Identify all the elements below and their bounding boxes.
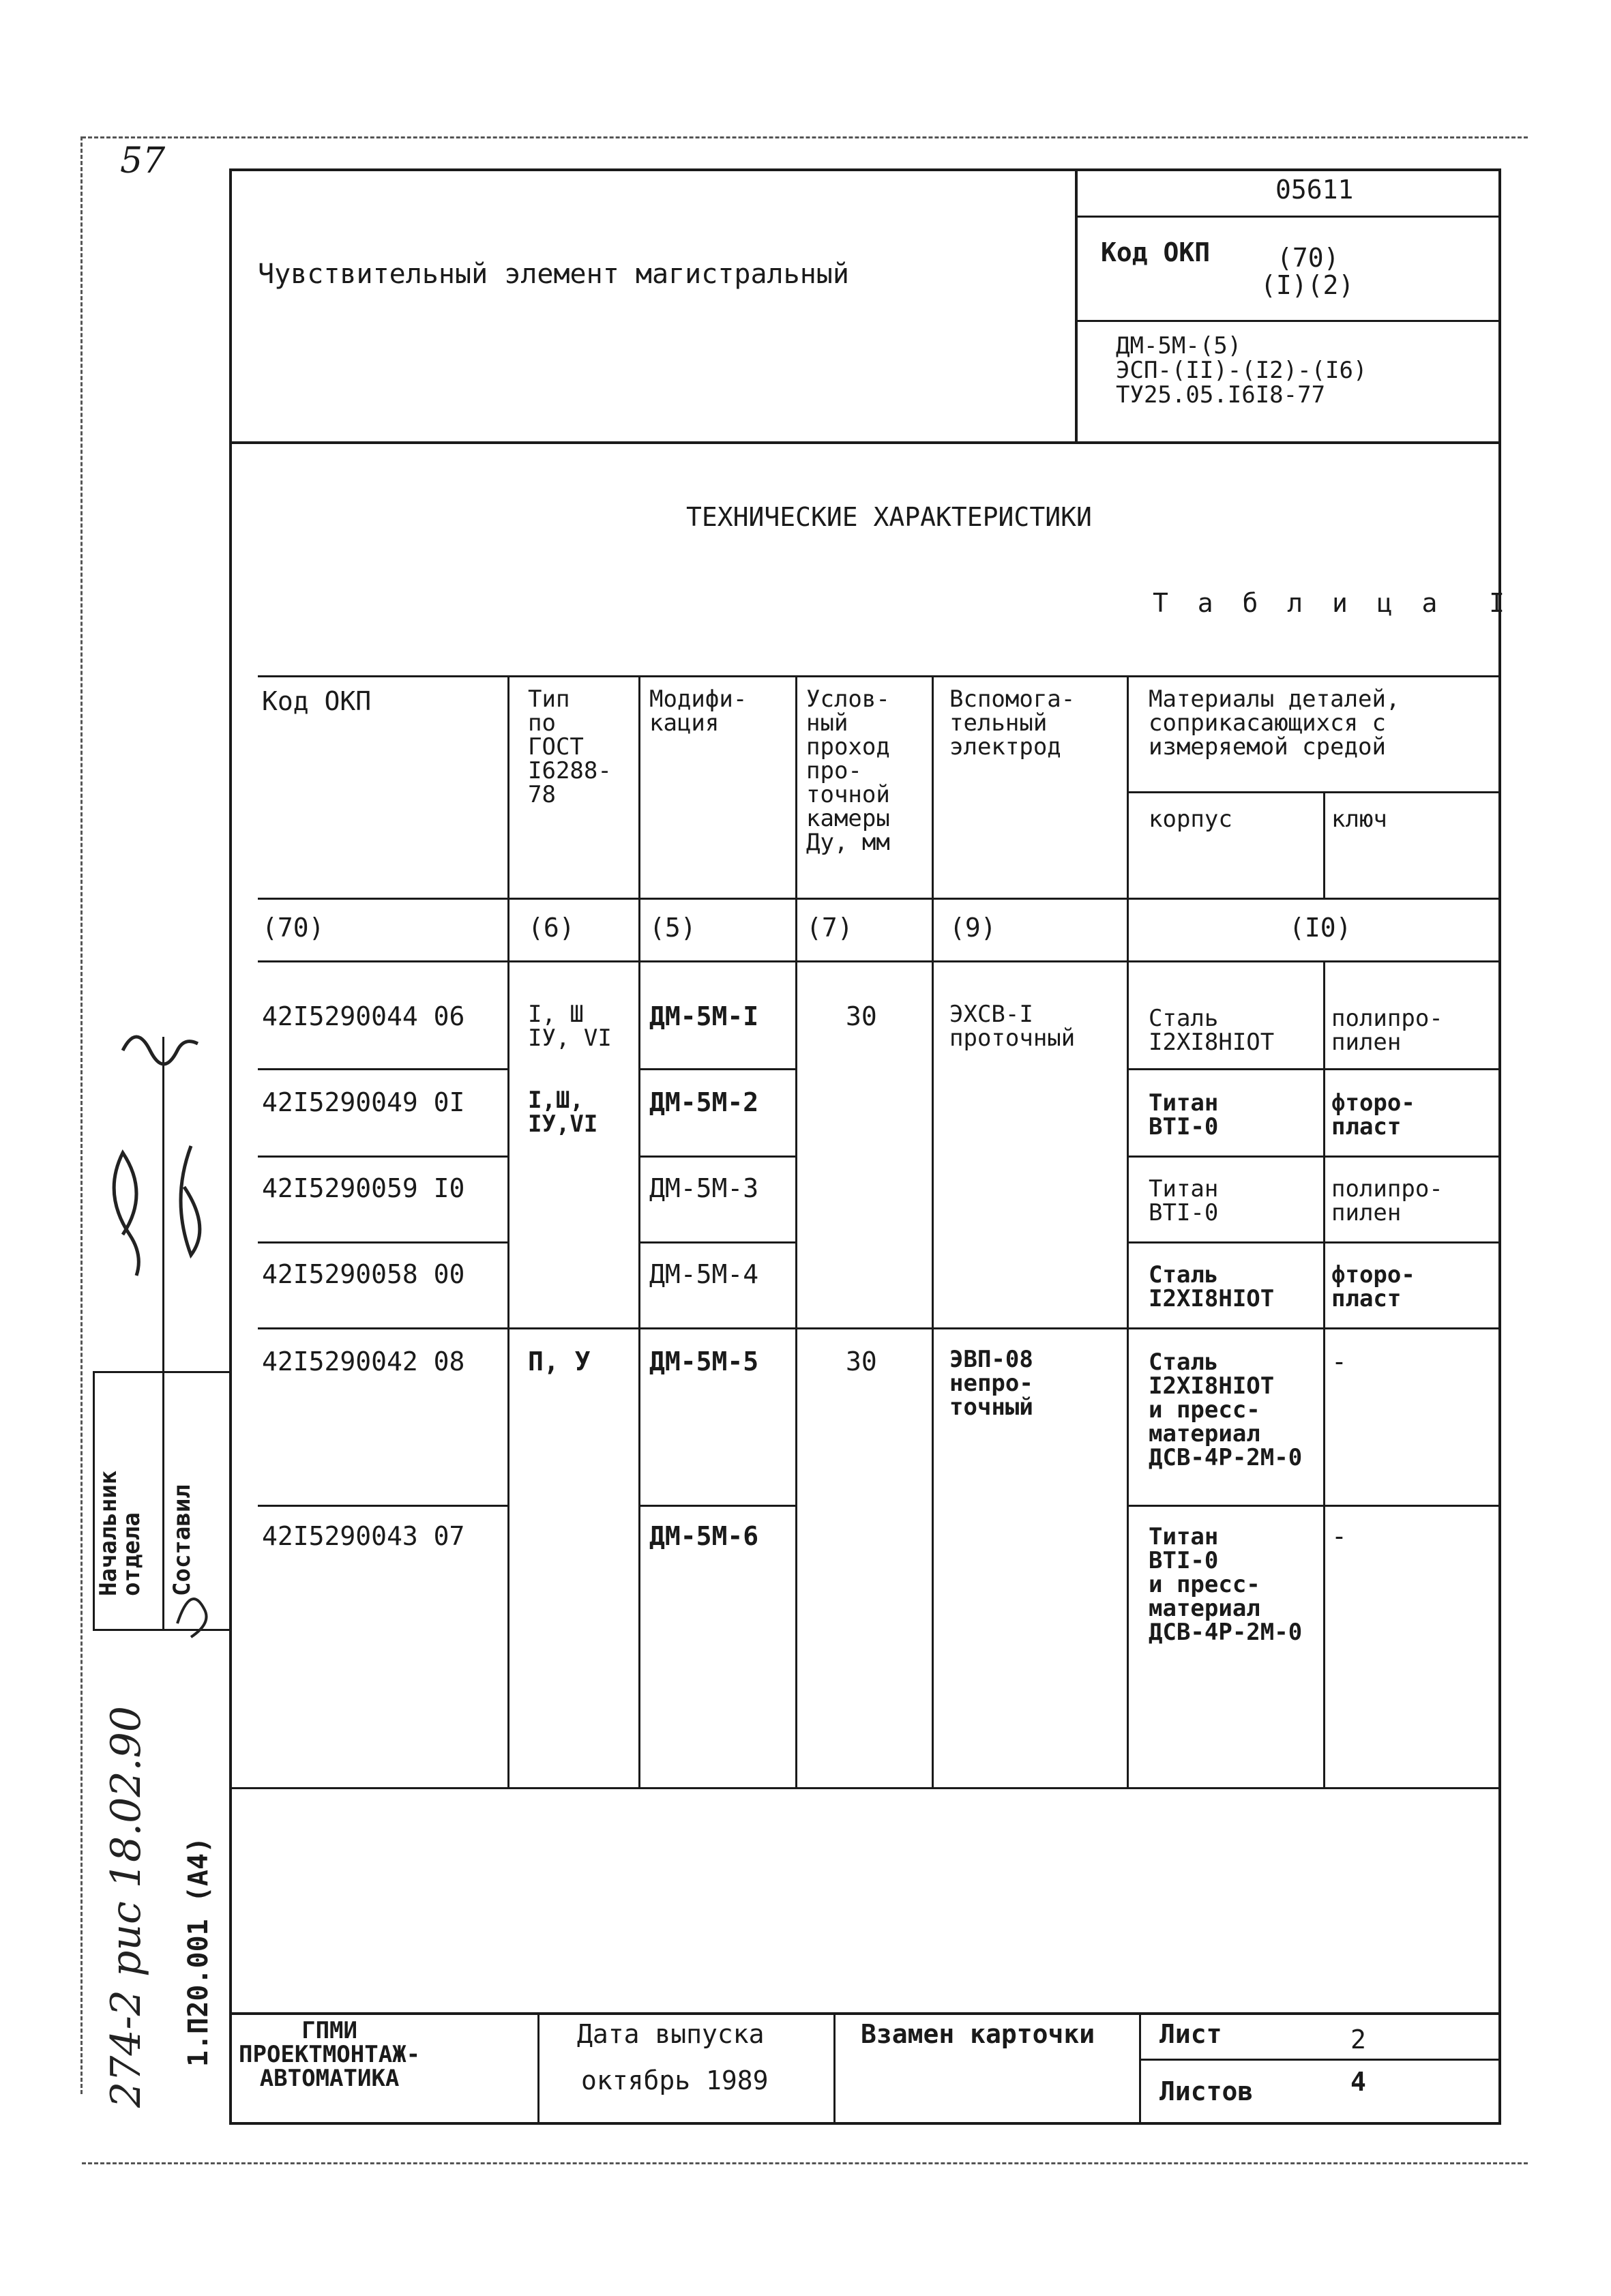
designation-2: ЭСП-(II)-(I2)-(I6) [1116, 357, 1368, 384]
row-sep-g [258, 1241, 507, 1243]
col-line-6b [1323, 960, 1325, 1789]
footer-sheets-label: Листов [1159, 2076, 1254, 2106]
row2-type: I,Ш, IУ,VI [528, 1087, 598, 1138]
row1-okp: 42I5290044 06 [262, 1001, 465, 1031]
row5-type: П, У [528, 1346, 591, 1377]
row-sep-j [258, 1327, 1501, 1329]
table-bottom [229, 1787, 1501, 1789]
row-sep-l [638, 1505, 795, 1507]
footer-date-label: Дата выпуска [577, 2019, 765, 2049]
frame-top [231, 168, 1501, 171]
materials-sub-divider [1128, 791, 1501, 793]
designation-1: ДМ-5М-(5) [1116, 332, 1242, 359]
row4-okp: 42I5290058 00 [262, 1259, 465, 1289]
col-line-2 [638, 675, 640, 1789]
footer-sheets-value: 4 [1350, 2067, 1366, 2097]
row-sep-f [1127, 1156, 1501, 1158]
code-materials: (I0) [1289, 913, 1352, 943]
subcol-key: ключ [1331, 806, 1387, 833]
col-header-okp: Код ОКП [262, 686, 372, 716]
table-top [258, 675, 1501, 677]
okp-label: Код ОКП [1101, 237, 1211, 267]
row5-key: - [1331, 1346, 1347, 1377]
row1-type: I, Ш IУ, VI [528, 1001, 612, 1052]
row6-key: - [1331, 1521, 1347, 1551]
row6-okp: 42I5290043 07 [262, 1521, 465, 1551]
col-line-1 [507, 675, 509, 1789]
footer-top [229, 2012, 1501, 2015]
card-number: 05611 [1275, 175, 1354, 205]
row-sep-d [258, 1156, 507, 1158]
okp-code-2: (I)(2) [1260, 270, 1355, 300]
col-line-4 [932, 675, 934, 1789]
row-sep-c [1127, 1068, 1501, 1070]
footer-date-value: октябрь 1989 [581, 2065, 769, 2095]
footer-org: ГПМИ ПРОЕКТМОНТАЖ- АВТОМАТИКА [239, 2017, 421, 2092]
code-electrode: (9) [949, 913, 996, 943]
row-sep-e [638, 1156, 795, 1158]
header-bottom [229, 441, 1501, 444]
row-sep-b [638, 1068, 795, 1070]
code-type: (6) [528, 913, 575, 943]
header-row1 [1075, 216, 1501, 218]
footer-div-3 [1139, 2012, 1141, 2123]
row4-key: фторо- пласт [1331, 1261, 1415, 1312]
page-border-top [82, 136, 1528, 138]
frame-bottom [229, 2122, 1501, 2125]
designation-3: ТУ25.05.I6I8-77 [1116, 381, 1326, 409]
row3-body: Титан ВТI-0 [1149, 1175, 1219, 1226]
col-line-6 [1323, 791, 1325, 898]
row1-body: Сталь I2XI8HIOT [1149, 1005, 1275, 1056]
table-codes-bottom [258, 960, 1501, 962]
row3-okp: 42I5290059 I0 [262, 1173, 465, 1203]
col-header-materials: Материалы деталей, соприкасающихся с измеряемой средой [1149, 686, 1400, 761]
margin-doc-code: 1.П20.001 (А4) [183, 1836, 214, 2067]
row4-mod: ДМ-5М-4 [649, 1259, 759, 1289]
row4-body: Сталь I2XI8HIOT [1149, 1261, 1275, 1312]
code-mod: (5) [649, 913, 696, 943]
page-number: 57 [120, 141, 166, 181]
header-row2 [1075, 320, 1501, 322]
section-title: ТЕХНИЧЕСКИЕ ХАРАКТЕРИСТИКИ [686, 502, 1092, 532]
row2-body: Титан ВТI-0 [1149, 1089, 1219, 1140]
row2-okp: 42I5290049 0I [262, 1087, 465, 1117]
row6-body: Титан ВТI-0 и пресс- материал ДСВ-4Р-2М-0 [1149, 1523, 1303, 1646]
row1-mod: ДМ-5М-I [649, 1001, 759, 1031]
col-header-du: Услов- ный проход про- точной камеры Ду, мм [806, 686, 890, 856]
row3-mod: ДМ-5М-3 [649, 1173, 759, 1203]
row2-mod: ДМ-5М-2 [649, 1087, 759, 1117]
row-sep-a [258, 1068, 507, 1070]
footer-sheet-value: 2 [1350, 2025, 1366, 2055]
row1-key: полипро- пилен [1331, 1005, 1443, 1056]
row1-electrode: ЭХСВ-I проточный [949, 1001, 1076, 1052]
doc-title: Чувствительный элемент магистральный [258, 259, 849, 290]
col-line-3 [795, 675, 797, 1789]
row5-electrode: ЭВП-08 непро- точный [949, 1346, 1033, 1421]
col-header-type: Тип по ГОСТ I6288- 78 [528, 686, 612, 808]
row-sep-m [1127, 1505, 1501, 1507]
row6-mod: ДМ-5М-6 [649, 1521, 759, 1551]
margin-hand-note: 274-2 рис 18.02.90 [102, 1706, 150, 2108]
footer-div-1 [537, 2012, 540, 2123]
col-header-electrode: Вспомога- тельный электрод [949, 686, 1076, 761]
code-du: (7) [806, 913, 853, 943]
okp-code-1: (70) [1277, 243, 1340, 273]
signature-marks [95, 1010, 232, 1692]
page-border-left [80, 136, 83, 2094]
footer-sheet-divider [1139, 2059, 1501, 2061]
row-sep-k [258, 1505, 507, 1507]
row5-du: 30 [846, 1346, 877, 1377]
row1-du: 30 [846, 1001, 877, 1031]
margin-author-label: Составил [168, 1484, 196, 1596]
frame-right [1498, 168, 1501, 2125]
row3-key: полипро- пилен [1331, 1175, 1443, 1226]
row5-okp: 42I5290042 08 [262, 1346, 465, 1377]
page-border-bottom [82, 2162, 1528, 2164]
subcol-body: корпус [1149, 806, 1232, 833]
row-sep-i [1127, 1241, 1501, 1243]
row-sep-h [638, 1241, 795, 1243]
col-line-5 [1127, 675, 1129, 1789]
table-header-bottom [258, 898, 1501, 900]
row5-body: Сталь I2XI8HIOT и пресс- материал ДСВ-4Р-2М-0 [1149, 1349, 1303, 1471]
col-header-mod: Модифи- кация [649, 686, 748, 737]
footer-sheet-label: Лист [1159, 2019, 1222, 2049]
footer-div-2 [833, 2012, 836, 2123]
code-okp: (70) [262, 913, 325, 943]
row2-key: фторо- пласт [1331, 1089, 1415, 1140]
footer-replaces-label: Взамен карточки [861, 2019, 1095, 2049]
row5-mod: ДМ-5М-5 [649, 1346, 759, 1377]
header-divider [1075, 168, 1078, 444]
table-caption: Т а б л и ц а I [1153, 588, 1512, 618]
margin-head-label: Начальник отдела [95, 1470, 145, 1596]
